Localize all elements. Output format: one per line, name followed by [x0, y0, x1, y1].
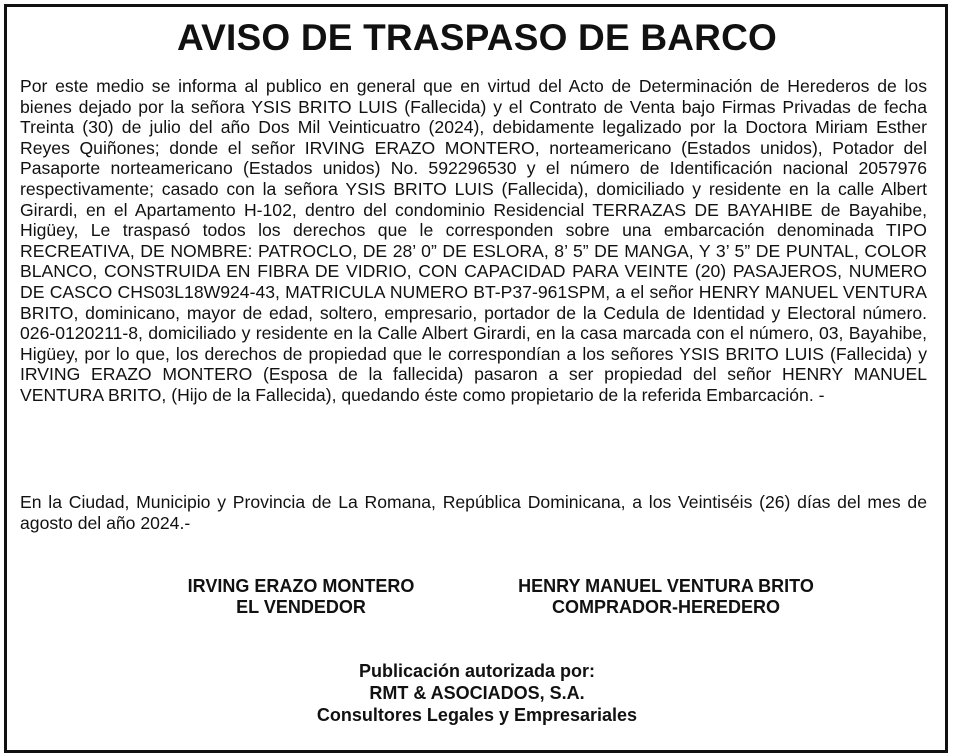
publication-credit: [0, 660, 954, 726]
seller-signature-block: [160, 576, 442, 618]
notice-date-paragraph: En la Ciudad, Municipio y Provincia de La Romana, República Dominicana, a los Veintiséis (26) días del mes de agosto del año 2024.-: [20, 492, 927, 533]
seller-name: IRVING ERAZO MONTERO: [187, 576, 415, 596]
publication-firm-name: RMT & ASOCIADOS, S.A.: [369, 683, 585, 703]
buyer-name: HENRY MANUEL VENTURA BRITO: [518, 576, 814, 596]
seller-role: EL VENDEDOR: [236, 597, 366, 617]
notice-title: AVISO DE TRASPASO DE BARCO: [176, 17, 777, 58]
buyer-signature-block: [485, 576, 847, 618]
publication-authorized-by: Publicación autorizada por:: [358, 661, 596, 681]
buyer-role: COMPRADOR-HEREDERO: [551, 597, 780, 617]
publication-firm-description: Consultores Legales y Empresariales: [316, 705, 638, 725]
notice-body-paragraph: Por este medio se informa al publico en general que en virtud del Acto de Determinación de Herederos de los bienes dejado por la señora YSIS BRITO LUIS (Fallecida) y el Contrato de Venta bajo Firmas Privadas de fecha Treinta (30) de julio del año Dos Mil Veinticuatro (2024), debidamente legalizado por la Doctora Miriam Esther Reyes Quiñones; donde el señor IRVING ERAZO MONTERO, norteamericano (Estados unidos), Potador del Pasaporte norteamericano (Estados unidos) No. 592296530 y el número de Identificación nacional 2057976 respectivamente; casado con la señora YSIS BRITO LUIS (Fallecida), domiciliado y residente en la calle Albert Girardi, en el Apartamento H-102, dentro del condominio Residencial TERRAZAS DE BAYAHIBE de Bayahibe, Higüey, Le traspasó todos los derechos que le corresponden sobre una embarcación denominada TIPO RECREATIVA, DE NOMBRE: PATROCLO, DE 28’ 0” DE ESLORA, 8’ 5” DE MANGA, Y 3’ 5” DE PUNTAL, COLOR BLANCO, CONSTRUIDA EN FIBRA DE VIDRIO, CON CAPACIDAD PARA VEINTE (20) PASAJEROS, NUMERO DE CASCO CHS03L18W924-43, MATRICULA NUMERO BT-P37-961SPM, a el señor HENRY MANUEL VENTURA BRITO, dominicano, mayor de edad, soltero, empresario, portador de la Cedula de Identidad y Electoral número. 026-0120211-8, domiciliado y residente en la Calle Albert Girardi, en la casa marcada con el número, 03, Bayahibe, Higüey, por lo que, los derechos de propiedad que le correspondían a los señores YSIS BRITO LUIS (Fallecida) y IRVING ERAZO MONTERO (Esposa de la fallecida) pasaron a ser propiedad del señor HENRY MANUEL VENTURA BRITO, (Hijo de la Fallecida), quedando éste como propietario de la referida Embarcación. -: [20, 76, 927, 405]
